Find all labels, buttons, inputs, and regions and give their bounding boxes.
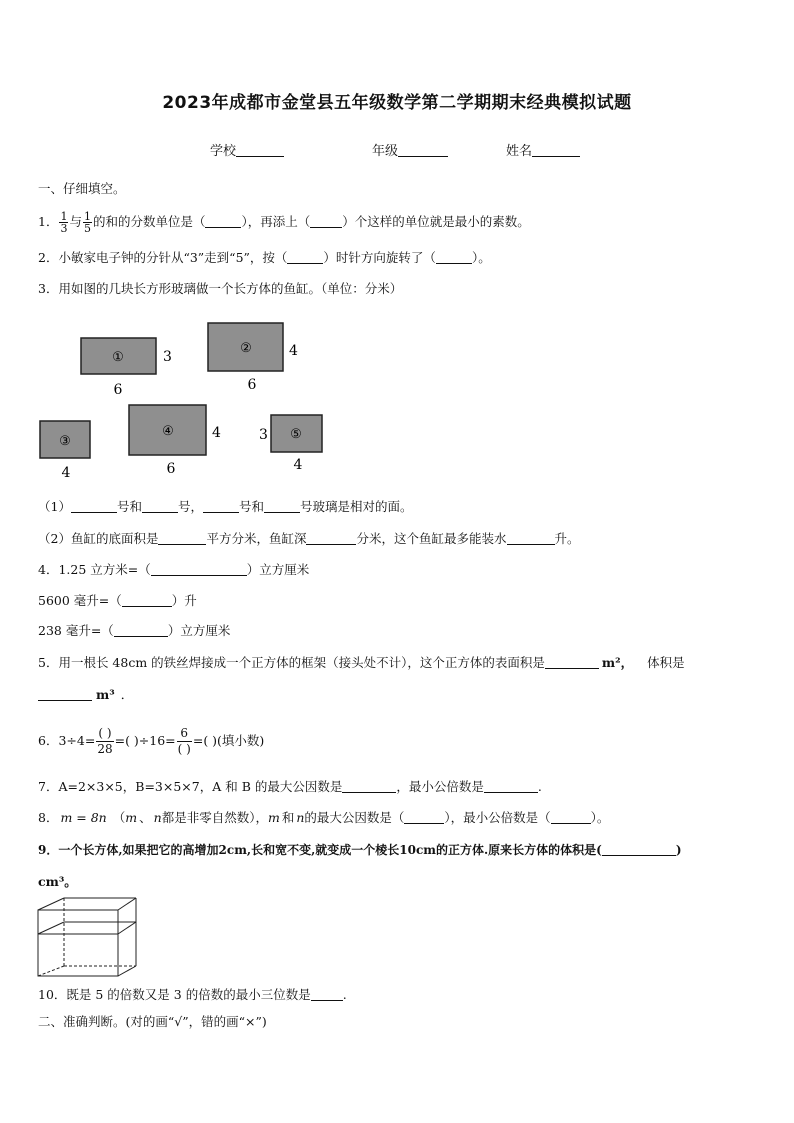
q5-blank-2[interactable]: [38, 687, 92, 701]
q9-blank[interactable]: [602, 842, 676, 856]
fraction-6-blank: $\frac{6}{( )}$: [177, 726, 191, 756]
name-blank[interactable]: [532, 143, 580, 157]
q8-blank-2[interactable]: [551, 810, 591, 824]
q10-blank[interactable]: [311, 987, 343, 1001]
page-title: 2023年成都市金堂县五年级数学第二学期期末经典模拟试题: [162, 93, 632, 113]
school-blank[interactable]: [236, 143, 284, 157]
fraction-1-5: $\frac{1}{5}$: [83, 210, 91, 235]
question-3: 3．用如图的几块长方形玻璃做一个长方体的鱼缸。（单位：分米）: [38, 281, 403, 296]
q3-2-blank-3[interactable]: [507, 531, 555, 545]
svg-text:3: 3: [163, 349, 172, 365]
question-4-line-2: 5600 毫升=（ ）升: [38, 593, 197, 608]
svg-text:6: 6: [113, 382, 123, 398]
svg-text:4: 4: [61, 465, 71, 481]
svg-text:6: 6: [166, 461, 176, 477]
svg-text:6: 6: [247, 377, 257, 393]
q8-blank-1[interactable]: [404, 810, 444, 824]
svg-text:②: ②: [240, 341, 252, 356]
q2-blank-1[interactable]: [287, 250, 323, 264]
svg-text:④: ④: [162, 424, 174, 439]
q3-1-blank-2[interactable]: [142, 499, 178, 513]
panel-3: [40, 421, 90, 481]
svg-text:⑤: ⑤: [290, 427, 302, 442]
question-1: 1． $\frac{1}{3}$ 与 $\frac{1}{5}$ 的和的分数单位是（ ），再添上（ ）个这样的单位就是最小的素数。: [38, 210, 530, 235]
q1-blank-2[interactable]: [310, 214, 342, 228]
q7-blank-1[interactable]: [342, 779, 396, 793]
question-2: 2．小敏家电子钟的分针从“3”走到“5”，按（ ）时针方向旋转了（ ）。: [38, 250, 491, 265]
panel-4: [129, 405, 221, 477]
school-field[interactable]: 学校: [210, 140, 284, 159]
q3-1-blank-1[interactable]: [71, 499, 117, 513]
name-field[interactable]: 姓名: [506, 140, 580, 159]
question-4-line-1: 4．1.25 立方米=（ ）立方厘米: [38, 562, 310, 577]
q2-blank-2[interactable]: [436, 250, 472, 264]
cuboid-figure: [36, 896, 140, 980]
q7-blank-2[interactable]: [484, 779, 538, 793]
svg-text:③: ③: [59, 434, 71, 449]
q4-blank-2[interactable]: [122, 593, 172, 607]
q1-blank-1[interactable]: [205, 214, 241, 228]
svg-text:3: 3: [259, 427, 268, 443]
q4-blank-3[interactable]: [114, 623, 168, 637]
svg-text:4: 4: [212, 425, 221, 441]
question-8: 8． m = 8n （m 、 n都是非零自然数），m 和 n的最大公因数是（ ），最小公倍数是（ ）。: [38, 810, 610, 825]
grade-blank[interactable]: [398, 143, 448, 157]
question-6: 6．3÷4= $\frac{( )}{28}$ =( )÷16= $\frac{6}{( )}$ =( )(填小数): [38, 726, 265, 756]
question-3-sub1: （1） 号和 号， 号和 号玻璃是相对的面。: [38, 499, 413, 514]
grade-field[interactable]: 年级: [372, 140, 448, 159]
fraction-blank-28: $\frac{( )}{28}$: [97, 726, 113, 756]
section2-heading: 二、准确判断。(对的画“√”，错的画“×”): [38, 1014, 267, 1029]
question-5-cont: m³ ．: [38, 686, 133, 704]
fraction-1-3: $\frac{1}{3}$: [60, 210, 68, 235]
q4-blank-1[interactable]: [151, 562, 247, 576]
panel-1: [81, 338, 172, 398]
section1-heading: 一、仔细填空。: [38, 181, 126, 196]
q5-blank-1[interactable]: [545, 655, 599, 669]
question-10: 10．既是 5 的倍数又是 3 的倍数的最小三位数是 .: [38, 987, 347, 1002]
question-5: 5．用一根长 48cm 的铁丝焊接成一个正方体的框架（接头处不计），这个正方体的表面积是 m²， 体积是: [38, 655, 685, 670]
q3-1-blank-3[interactable]: [203, 499, 239, 513]
question-9-unit: cm³。: [38, 874, 77, 889]
q3-2-blank-1[interactable]: [158, 531, 206, 545]
question-7: 7．A=2×3×5，B=3×5×7，A 和 B 的最大公因数是 ，最小公倍数是 .: [38, 779, 542, 794]
question-9: 9．一个长方体,如果把它的高增加2cm,长和宽不变,就变成一个棱长10cm的正方体.原来长方体的体积是( ): [38, 843, 682, 857]
panel-2: [208, 323, 298, 393]
q3-2-blank-2[interactable]: [306, 531, 356, 545]
svg-text:4: 4: [289, 343, 298, 359]
q3-1-blank-4[interactable]: [264, 499, 300, 513]
svg-text:①: ①: [112, 350, 124, 365]
question-3-sub2: （2）鱼缸的底面积是 平方分米，鱼缸深 分米，这个鱼缸最多能装水 升。: [38, 531, 580, 546]
glass-panels-figure: [30, 315, 350, 485]
svg-text:4: 4: [293, 457, 303, 473]
panel-5: [259, 415, 322, 473]
question-4-line-3: 238 毫升=（ ）立方厘米: [38, 623, 231, 638]
